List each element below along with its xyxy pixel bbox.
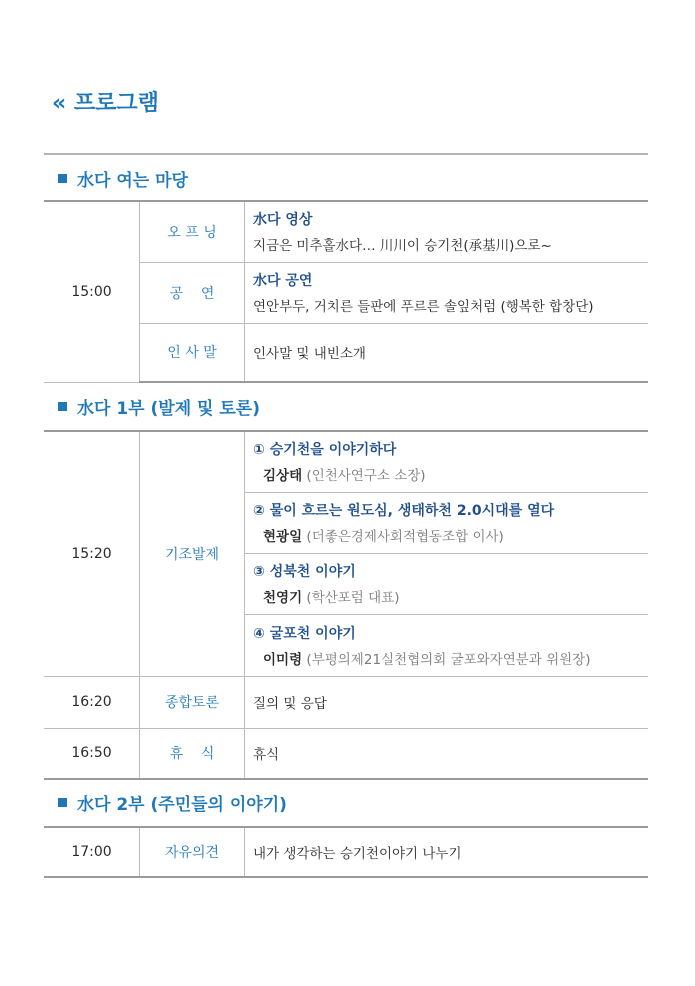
type-cell: 오 프 닝	[140, 201, 245, 262]
talk-title: ③ 성북천 이야기	[253, 564, 356, 580]
item-detail: 질의 및 응답	[253, 696, 327, 712]
time-cell: 17:00	[44, 827, 140, 877]
desc-cell	[245, 728, 649, 779]
speaker-affiliation: (부평의제21실천협의회 굴포와자연분과 위원장)	[306, 651, 591, 668]
desc-cell	[245, 323, 649, 382]
item-title: 水다 영상	[253, 212, 313, 229]
type-cell: 공 연	[140, 262, 245, 323]
type-cell: 자유의견	[140, 827, 245, 877]
time-cell: 16:20	[44, 676, 140, 728]
table-row	[44, 676, 648, 728]
type-cell: 인 사 말	[140, 323, 245, 382]
item-detail: 내가 생각하는 승기천이야기 나누기	[253, 846, 462, 862]
talk-cell	[245, 492, 649, 553]
schedule-table-part2	[44, 826, 648, 878]
talk-cell	[245, 431, 649, 492]
table-row	[44, 827, 648, 877]
square-bullet-icon	[58, 174, 67, 183]
schedule-table-part1	[44, 430, 648, 780]
section-divider	[44, 153, 648, 155]
talk-title: ① 승기천을 이야기하다	[253, 442, 397, 459]
desc-cell	[245, 827, 649, 877]
speaker-name: 이미령	[263, 651, 303, 668]
table-row	[44, 431, 648, 492]
desc-cell	[245, 676, 649, 728]
page-title: « 프로그램	[52, 91, 159, 116]
speaker-affiliation: (더좋은경제사회적협동조합 이사)	[306, 529, 504, 545]
speaker-name: 김상태	[263, 468, 303, 485]
talk-cell	[245, 614, 649, 676]
type-cell: 기조발제	[140, 431, 245, 676]
speaker-affiliation: (학산포럼 대표)	[306, 590, 400, 606]
speaker-affiliation: (인천사연구소 소장)	[306, 468, 426, 485]
square-bullet-icon	[58, 402, 67, 411]
talk-cell	[245, 553, 649, 614]
schedule-table-opening	[44, 200, 648, 383]
speaker-name: 현광일	[263, 529, 303, 545]
table-row	[44, 201, 648, 262]
section-heading-part2: 水다 2부 (주민들의 이야기)	[44, 780, 648, 824]
item-detail: 휴식	[253, 747, 280, 764]
desc-cell	[245, 201, 649, 262]
section-heading-opening: 水다 여는 마당	[44, 156, 648, 200]
section-heading-part1: 水다 1부 (발제 및 토론)	[44, 384, 648, 428]
talk-title: ② 물이 흐르는 원도심, 생태하천 2.0시대를 열다	[253, 503, 555, 519]
type-cell: 종합토론	[140, 676, 245, 728]
time-cell: 15:20	[44, 431, 140, 676]
table-row	[44, 728, 648, 779]
time-cell: 16:50	[44, 728, 140, 779]
desc-cell	[245, 262, 649, 323]
item-title: 水다 공연	[253, 273, 313, 289]
speaker-name: 천영기	[263, 590, 303, 606]
item-detail: 지금은 미추홀水다… 川川이 승기천(承基川)으로~	[253, 238, 552, 255]
square-bullet-icon	[58, 798, 67, 807]
item-detail: 인사말 및 내빈소개	[253, 346, 366, 363]
item-detail: 연안부두, 거치른 들판에 푸르른 솔잎처럼 (행복한 합창단)	[253, 299, 594, 315]
time-cell: 15:00	[44, 201, 140, 382]
talk-title: ④ 굴포천 이야기	[253, 625, 356, 642]
type-cell: 휴 식	[140, 728, 245, 779]
